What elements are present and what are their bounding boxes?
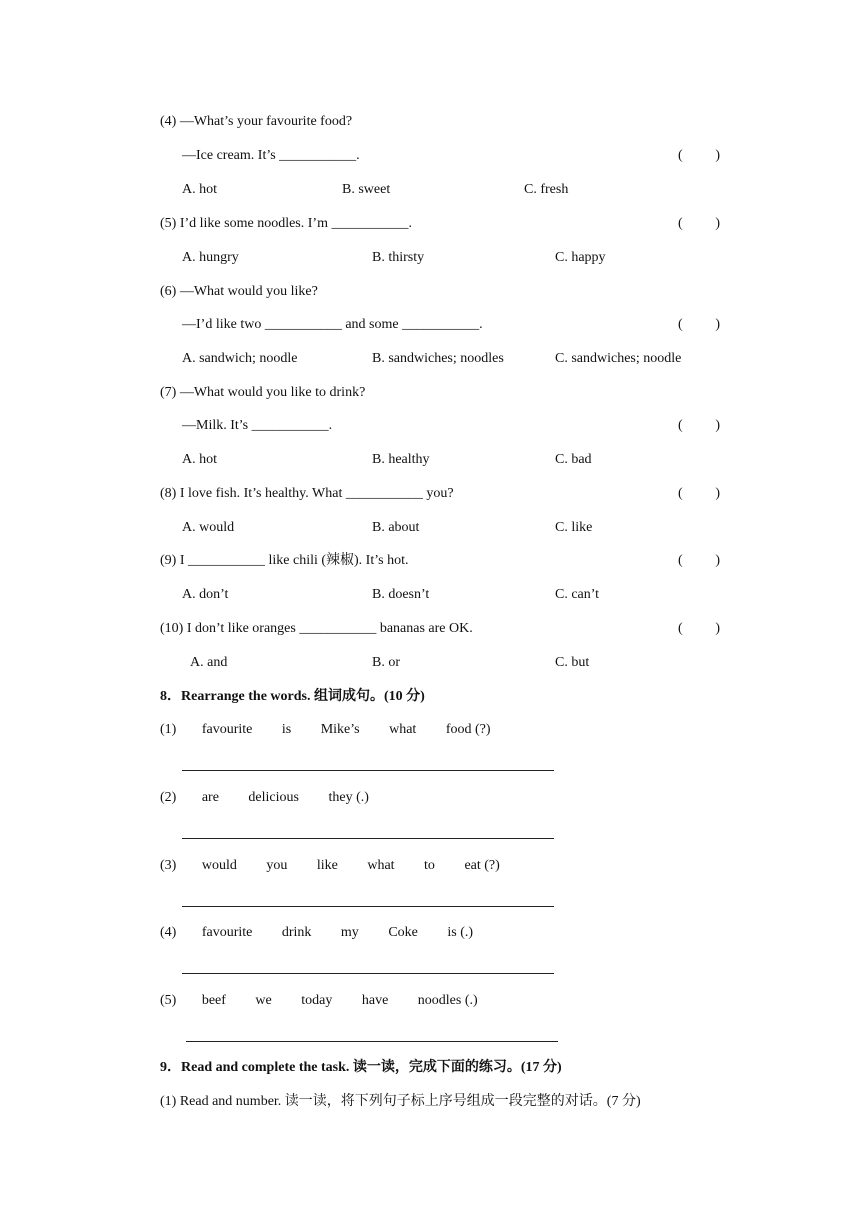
answer-line-2[interactable] (182, 838, 554, 839)
question-4-option-b: B. sweet (342, 182, 391, 197)
question-4-line-2: —Ice cream. It’s ___________. (182, 148, 360, 163)
question-7-option-a: A. hot (182, 452, 217, 467)
word: have (361, 993, 389, 1008)
word: my (340, 925, 359, 940)
question-6-option-a: A. sandwich; noodle (182, 351, 298, 366)
word: noodles (.) (417, 993, 478, 1008)
bracket-close: ) (715, 553, 720, 568)
answer-bracket-9[interactable] (678, 551, 720, 571)
answer-bracket-5[interactable] (678, 214, 720, 234)
question-9-option-b: B. doesn’t (372, 587, 430, 602)
word: they (.) (328, 790, 369, 805)
question-4-line-1: (4) —What’s your favourite food? (160, 114, 353, 129)
answer-line-4[interactable] (182, 973, 554, 974)
word: Mike’s (320, 722, 360, 737)
item-number: (2) (160, 790, 177, 805)
answer-bracket-7[interactable] (678, 416, 720, 436)
word: what (367, 858, 395, 873)
bracket-close: ) (715, 418, 720, 433)
word: eat (?) (464, 858, 500, 873)
rearrange-item-2 (160, 788, 395, 808)
question-7-line-1: (7) —What would you like to drink? (160, 385, 366, 400)
word: you (266, 858, 288, 873)
word: favourite (201, 925, 253, 940)
bracket-open: ( (678, 317, 683, 332)
word: beef (201, 993, 226, 1008)
rearrange-item-3 (160, 856, 526, 876)
section-9-subtask-1: (1) Read and number. 读一读，将下列句子标上序号组成一段完整的对话。(7 分) (160, 1094, 641, 1109)
word: is (281, 722, 292, 737)
question-7-option-b: B. healthy (372, 452, 430, 467)
bracket-close: ) (715, 317, 720, 332)
question-8-line-1: (8) I love fish. It’s healthy. What ___________ you? (160, 486, 454, 501)
bracket-close: ) (715, 621, 720, 636)
question-6-line-2: —I’d like two ___________ and some ___________. (182, 317, 483, 332)
bracket-open: ( (678, 621, 683, 636)
word: what (389, 722, 417, 737)
word: is (.) (447, 925, 474, 940)
question-8-option-b: B. about (372, 520, 420, 535)
answer-bracket-4[interactable] (678, 146, 720, 166)
answer-bracket-10[interactable] (678, 619, 720, 639)
question-6-line-1: (6) —What would you like? (160, 284, 318, 299)
item-number: (5) (160, 993, 177, 1008)
question-5-option-b: B. thirsty (372, 250, 425, 265)
word: Coke (388, 925, 418, 940)
bracket-open: ( (678, 418, 683, 433)
answer-line-1[interactable] (182, 770, 554, 771)
section-8-title: 8．Rearrange the words. 组词成句。(10 分) (160, 689, 425, 704)
word: to (424, 858, 435, 873)
question-9-option-c: C. can’t (555, 587, 600, 602)
question-10-option-a: A. and (190, 655, 228, 670)
word: delicious (248, 790, 299, 805)
answer-bracket-6[interactable] (678, 315, 720, 335)
question-5-option-a: A. hungry (182, 250, 239, 265)
rearrange-item-1 (160, 720, 517, 740)
item-number: (4) (160, 925, 177, 940)
bracket-open: ( (678, 216, 683, 231)
word: we (255, 993, 272, 1008)
question-9-line-1: (9) I ___________ like chili (辣椒). It’s hot. (160, 553, 409, 568)
question-5-option-c: C. happy (555, 250, 606, 265)
word: are (201, 790, 219, 805)
word: today (301, 993, 333, 1008)
bracket-close: ) (715, 148, 720, 163)
question-7-option-c: C. bad (555, 452, 592, 467)
question-8-option-a: A. would (182, 520, 235, 535)
item-number: (3) (160, 858, 177, 873)
question-6-option-b: B. sandwiches; noodles (372, 351, 504, 366)
question-6-option-c: C. sandwiches; noodle (555, 351, 682, 366)
bracket-open: ( (678, 148, 683, 163)
rearrange-item-4 (160, 923, 499, 943)
bracket-close: ) (715, 486, 720, 501)
section-9-title: 9．Read and complete the task. 读一读，完成下面的练习。(17 分) (160, 1060, 562, 1075)
bracket-open: ( (678, 553, 683, 568)
word: food (?) (445, 722, 491, 737)
item-number: (1) (160, 722, 177, 737)
rearrange-item-5 (160, 991, 504, 1011)
answer-line-3[interactable] (182, 906, 554, 907)
question-9-option-a: A. don’t (182, 587, 229, 602)
bracket-close: ) (715, 216, 720, 231)
question-10-line-1: (10) I don’t like oranges ___________ bananas are OK. (160, 621, 473, 636)
question-5-line-1: (5) I’d like some noodles. I’m ___________. (160, 216, 412, 231)
question-10-option-c: C. but (555, 655, 590, 670)
question-4-option-a: A. hot (182, 182, 217, 197)
answer-bracket-8[interactable] (678, 484, 720, 504)
answer-line-5[interactable] (186, 1041, 558, 1042)
question-10-option-b: B. or (372, 655, 400, 670)
question-4-option-c: C. fresh (524, 182, 569, 197)
word: drink (281, 925, 312, 940)
word: would (201, 858, 237, 873)
question-8-option-c: C. like (555, 520, 593, 535)
word: favourite (201, 722, 253, 737)
word: like (316, 858, 338, 873)
bracket-open: ( (678, 486, 683, 501)
question-7-line-2: —Milk. It’s ___________. (182, 418, 333, 433)
